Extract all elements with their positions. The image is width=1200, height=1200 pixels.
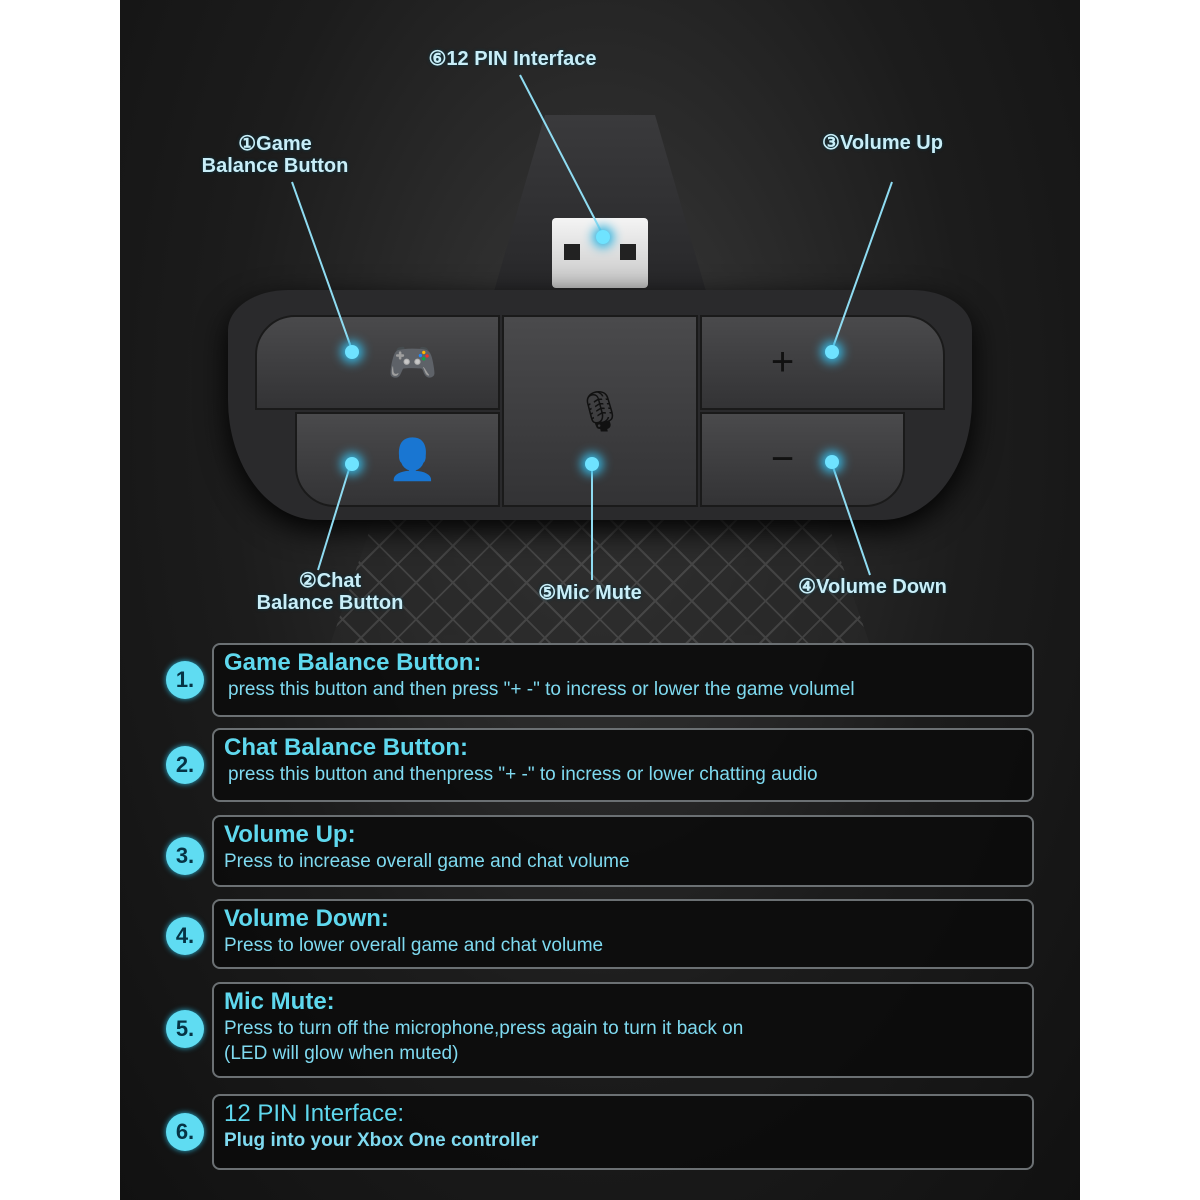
feature-desc: Press to increase overall game and chat volume [224,851,630,872]
feature-desc: Plug into your Xbox One controller [224,1130,539,1151]
callout-game-balance [180,133,370,177]
feature-number: 2. [166,746,204,784]
feature-row [212,815,1034,887]
gamepad-icon: 🎮 [387,341,438,385]
callout-chat-balance [235,570,425,614]
callout-line: ①Game [238,133,312,155]
feature-title: Game Balance Button: [224,649,482,676]
feature-title: Chat Balance Button: [224,734,469,761]
feature-row [212,728,1034,802]
led-dot-mic [585,457,599,471]
minus-icon: − [770,437,795,481]
feature-desc: Press to lower overall game and chat volume [224,935,604,956]
callout-mic-mute: ⑤Mic Mute [538,582,642,604]
callout-line: Balance Button [256,592,404,614]
feature-row [212,982,1034,1078]
callout-volume-down: ④Volume Down [798,576,947,598]
feature-title: 12 PIN Interface: [224,1100,405,1127]
feature-desc: Press to turn off the microphone,press again to turn it back on [224,1018,744,1039]
feature-number: 3. [166,837,204,875]
led-dot-game [345,345,359,359]
feature-number: 6. [166,1113,204,1151]
feature-row [212,643,1034,717]
mic-muted-icon: 🎙 [574,389,626,434]
led-dot-volume-up [825,345,839,359]
feature-title: Volume Down: [224,905,389,932]
callout-line: Balance Button [201,155,349,177]
callout-12-pin: ⑥12 PIN Interface [428,48,597,70]
person-icon: 👤 [387,438,438,482]
led-dot-volume-down [825,455,839,469]
feature-desc: press this button and then press "+ -" to incress or lower the game volumel [228,679,855,700]
feature-title: Mic Mute: [224,988,335,1015]
feature-row [212,899,1034,969]
callout-line: ②Chat [298,570,362,592]
plus-icon: + [770,340,795,384]
feature-desc: press this button and thenpress "+ -" to incress or lower chatting audio [228,764,818,785]
feature-number: 5. [166,1010,204,1048]
led-dot-12-pin [596,230,610,244]
feature-desc: (LED will glow when muted) [224,1043,459,1064]
led-dot-chat [345,457,359,471]
feature-row [212,1094,1034,1170]
feature-title: Volume Up: [224,821,356,848]
callout-volume-up: ③Volume Up [822,132,943,154]
feature-number: 1. [166,661,204,699]
feature-number: 4. [166,917,204,955]
